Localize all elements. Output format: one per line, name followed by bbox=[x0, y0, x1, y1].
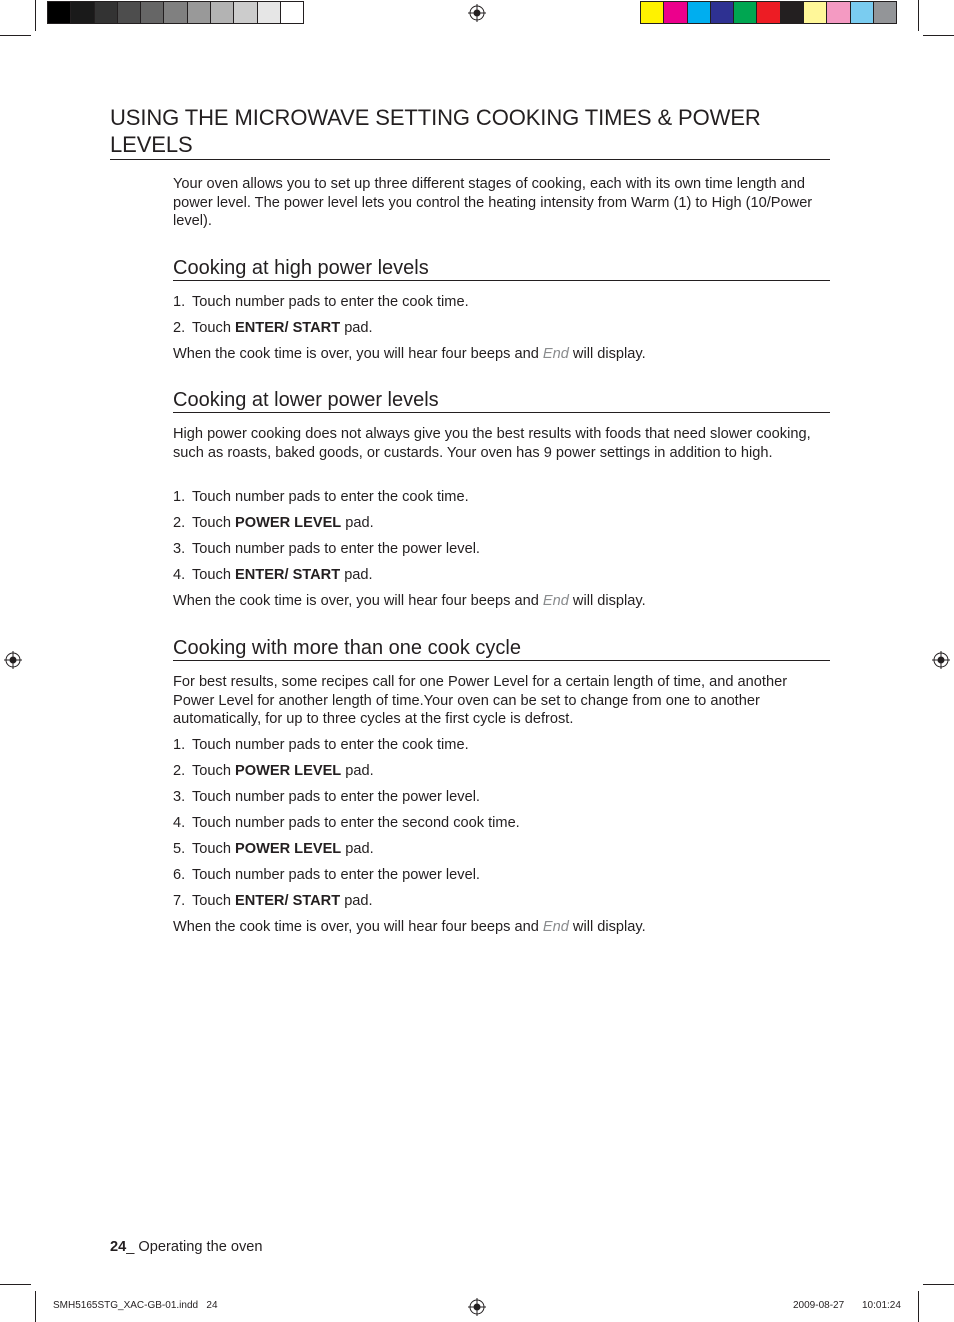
gray-swatch-5 bbox=[163, 1, 187, 24]
gray-swatch-3 bbox=[117, 1, 141, 24]
list-item bbox=[173, 566, 829, 584]
slug-time: 10:01:24 bbox=[862, 1300, 901, 1311]
step-text: Touch number pads to enter the cook time. bbox=[192, 294, 469, 310]
page-title: USING THE MICROWAVE SETTING COOKING TIMES & POWER LEVELS bbox=[110, 104, 830, 160]
process-swatch-6 bbox=[780, 1, 804, 24]
end-display-text: End bbox=[542, 346, 569, 362]
registration-mark-top-icon bbox=[468, 4, 486, 22]
step-number: 7. bbox=[173, 893, 186, 909]
note-text: When the cook time is over, you will hear four beeps and bbox=[173, 346, 543, 362]
button-name: ENTER/ START bbox=[235, 567, 341, 583]
list-item bbox=[173, 514, 829, 532]
process-swatch-7 bbox=[803, 1, 827, 24]
step-number: 1. bbox=[173, 489, 186, 505]
section-heading-high-power: Cooking at high power levels bbox=[173, 257, 830, 281]
list-item bbox=[173, 762, 829, 780]
process-swatch-3 bbox=[710, 1, 734, 24]
slug-file: SMH5165STG_XAC-GB-01.indd 24 bbox=[53, 1300, 218, 1311]
list-item bbox=[173, 866, 829, 884]
list-item bbox=[173, 319, 829, 337]
step-text: Touch bbox=[192, 841, 235, 857]
page-footer bbox=[110, 1238, 263, 1256]
note-text: will display. bbox=[568, 346, 646, 362]
step-text: Touch number pads to enter the second cook time. bbox=[192, 815, 520, 831]
section-intro: High power cooking does not always give you the best results with foods that need slower cooking, such as roasts, baked goods, or custards. Your oven has 9 power settings in addition to high. bbox=[173, 426, 811, 461]
process-swatch-4 bbox=[733, 1, 757, 24]
gray-swatch-6 bbox=[187, 1, 211, 24]
button-name: POWER LEVEL bbox=[235, 515, 342, 531]
step-text: pad. bbox=[340, 567, 373, 583]
step-text: pad. bbox=[341, 763, 374, 779]
gray-swatch-8 bbox=[233, 1, 257, 24]
grayscale-color-bar bbox=[47, 1, 303, 24]
registration-mark-bottom-icon bbox=[468, 1298, 486, 1316]
list-item bbox=[173, 293, 829, 311]
end-display-text: End bbox=[542, 593, 569, 609]
process-swatch-2 bbox=[687, 1, 711, 24]
gray-swatch-1 bbox=[70, 1, 94, 24]
step-number: 3. bbox=[173, 541, 186, 557]
process-swatch-9 bbox=[850, 1, 874, 24]
completion-note bbox=[173, 592, 829, 610]
step-text: Touch bbox=[192, 893, 235, 909]
section-heading-lower-power: Cooking at lower power levels bbox=[173, 389, 830, 413]
button-name: ENTER/ START bbox=[235, 320, 341, 336]
gray-swatch-4 bbox=[140, 1, 164, 24]
section-heading-multi-cycle: Cooking with more than one cook cycle bbox=[173, 637, 830, 661]
step-number: 3. bbox=[173, 789, 186, 805]
step-number: 1. bbox=[173, 294, 186, 310]
step-text: pad. bbox=[340, 893, 373, 909]
section-intro: For best results, some recipes call for one Power Level for a certain length of time, and another Power Level for another length of time.Your oven can be set to change from one to another automatically, for up to three cycles at the first cycle is defrost. bbox=[173, 674, 788, 727]
process-color-bar bbox=[640, 1, 896, 24]
step-text: Touch number pads to enter the power level. bbox=[192, 541, 480, 557]
list-item bbox=[173, 736, 829, 754]
list-item bbox=[173, 892, 829, 910]
step-number: 2. bbox=[173, 515, 186, 531]
intro-paragraph: Your oven allows you to set up three different stages of cooking, each with its own time length and power level. The power level lets you control the heating intensity from Warm (1) to High (10/Power level). bbox=[173, 176, 813, 229]
process-swatch-0 bbox=[640, 1, 664, 24]
step-text: pad. bbox=[341, 841, 374, 857]
button-name: POWER LEVEL bbox=[235, 763, 342, 779]
list-item bbox=[173, 840, 829, 858]
step-text: pad. bbox=[340, 320, 373, 336]
step-number: 5. bbox=[173, 841, 186, 857]
step-text: Touch bbox=[192, 515, 235, 531]
page-number: 24 bbox=[110, 1239, 127, 1255]
step-text: Touch number pads to enter the power level. bbox=[192, 789, 480, 805]
gray-swatch-0 bbox=[47, 1, 71, 24]
list-item bbox=[173, 540, 829, 558]
step-number: 6. bbox=[173, 867, 186, 883]
button-name: POWER LEVEL bbox=[235, 841, 342, 857]
footer-label: _ Operating the oven bbox=[126, 1239, 263, 1255]
note-text: will display. bbox=[568, 593, 646, 609]
step-text: Touch number pads to enter the cook time. bbox=[192, 489, 469, 505]
step-text: Touch number pads to enter the power level. bbox=[192, 867, 480, 883]
gray-swatch-7 bbox=[210, 1, 234, 24]
note-text: will display. bbox=[568, 919, 646, 935]
step-text: Touch bbox=[192, 567, 235, 583]
step-text: Touch bbox=[192, 320, 235, 336]
list-item bbox=[173, 488, 829, 506]
process-swatch-5 bbox=[756, 1, 780, 24]
step-number: 2. bbox=[173, 320, 186, 336]
step-number: 4. bbox=[173, 815, 186, 831]
process-swatch-10 bbox=[873, 1, 897, 24]
button-name: ENTER/ START bbox=[235, 893, 341, 909]
registration-mark-right-icon bbox=[932, 651, 950, 669]
process-swatch-1 bbox=[663, 1, 687, 24]
step-text: pad. bbox=[341, 515, 374, 531]
step-number: 4. bbox=[173, 567, 186, 583]
completion-note bbox=[173, 345, 829, 363]
note-text: When the cook time is over, you will hear four beeps and bbox=[173, 919, 543, 935]
note-text: When the cook time is over, you will hear four beeps and bbox=[173, 593, 543, 609]
list-item bbox=[173, 814, 829, 832]
step-text: Touch number pads to enter the cook time. bbox=[192, 737, 469, 753]
gray-swatch-9 bbox=[257, 1, 281, 24]
step-number: 1. bbox=[173, 737, 186, 753]
step-text: Touch bbox=[192, 763, 235, 779]
list-item bbox=[173, 788, 829, 806]
gray-swatch-2 bbox=[94, 1, 118, 24]
gray-swatch-10 bbox=[280, 1, 304, 24]
slug-date: 2009-08-27 bbox=[793, 1300, 845, 1311]
registration-mark-left-icon bbox=[4, 651, 22, 669]
process-swatch-8 bbox=[826, 1, 850, 24]
step-number: 2. bbox=[173, 763, 186, 779]
completion-note bbox=[173, 918, 829, 936]
end-display-text: End bbox=[542, 919, 569, 935]
